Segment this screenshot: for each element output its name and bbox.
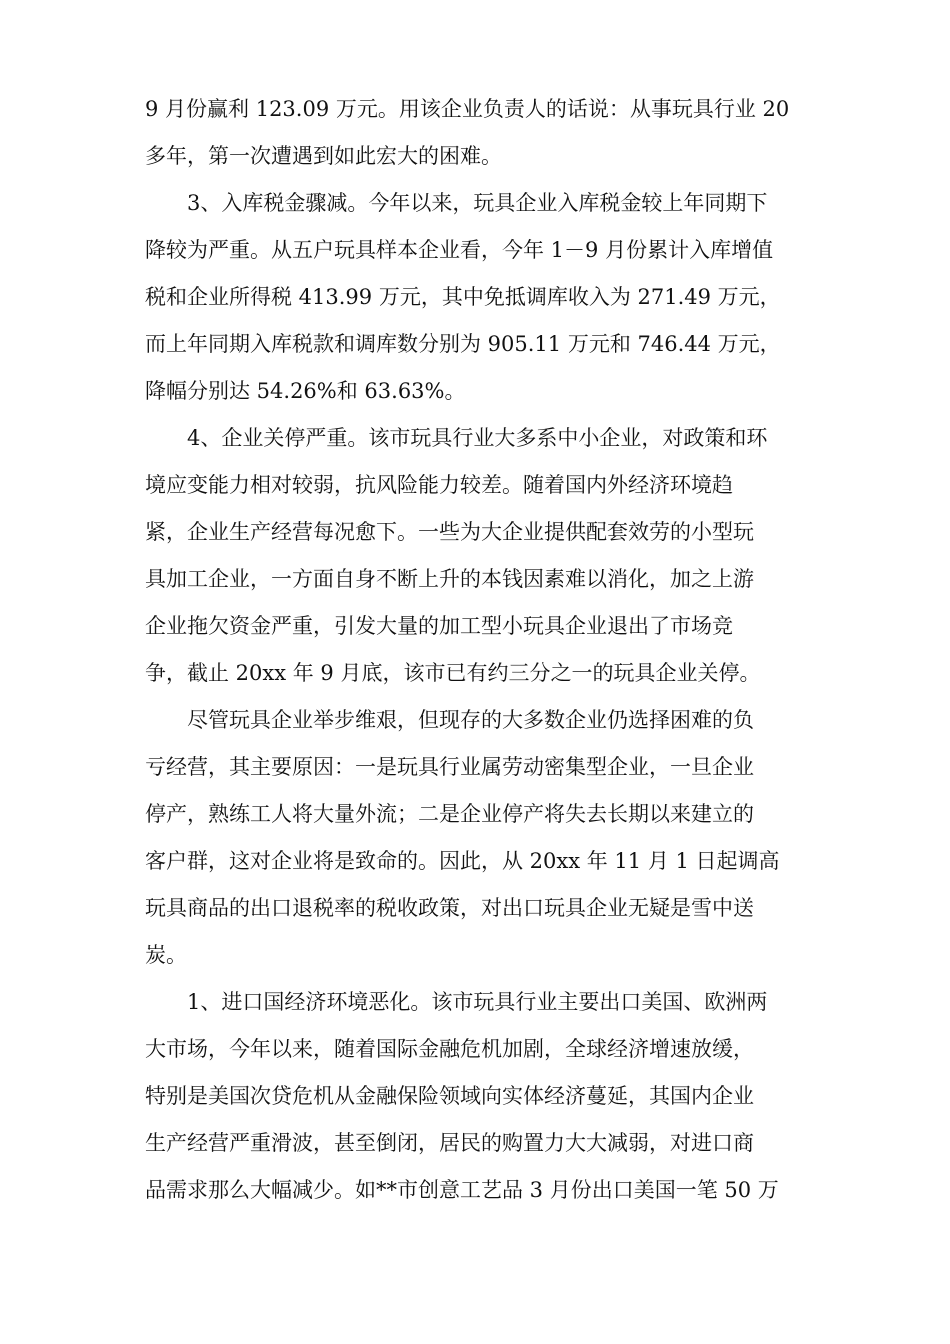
text-line: 3、入库税金骤减。今年以来，玩具企业入库税金较上年同期下 [187,191,768,215]
text-line: 9 月份赢利 123.09 万元。用该企业负责人的话说：从事玩具行业 20 [145,97,790,121]
text-line: 品需求那么大幅减少。如**市创意工艺品 3 月份出口美国一笔 50 万 [145,1178,779,1202]
text-line: 特别是美国次贷危机从金融保险领域向实体经济蔓延，其国内企业 [145,1084,754,1108]
text-line: 1、进口国经济环境恶化。该市玩具行业主要出口美国、欧洲两 [187,990,768,1014]
paragraph [145,415,810,697]
text-line: 企业拖欠资金严重，引发大量的加工型小玩具企业退出了市场竞 [145,614,733,638]
text-line: 停产，熟练工人将大量外流；二是企业停产将失去长期以来建立的 [145,802,754,826]
text-line: 境应变能力相对较弱，抗风险能力较差。随着国内外经济环境趋 [145,473,733,497]
text-line: 紧，企业生产经营每况愈下。一些为大企业提供配套效劳的小型玩 [145,520,754,544]
text-line: 大市场，今年以来，随着国际金融危机加剧，全球经济增速放缓， [145,1037,754,1061]
paragraph [145,979,810,1214]
text-line: 多年，第一次遭遇到如此宏大的困难。 [145,144,502,168]
text-line: 降较为严重。从五户玩具样本企业看，今年 1－9 月份累计入库增值 [145,238,774,262]
paragraph [145,180,810,415]
text-line: 尽管玩具企业举步维艰，但现存的大多数企业仍选择困难的负 [187,708,754,732]
text-line: 客户群，这对企业将是致命的。因此，从 20xx 年 11 月 1 日起调高 [145,849,780,873]
text-line: 争，截止 20xx 年 9 月底，该市已有约三分之一的玩具企业关停。 [145,661,761,685]
text-line: 4、企业关停严重。该市玩具行业大多系中小企业，对政策和环 [187,426,768,450]
text-line: 生产经营严重滑波，甚至倒闭，居民的购置力大大减弱，对进口商 [145,1131,754,1155]
paragraph [145,697,810,979]
text-line: 降幅分别达 54.26%和 63.63%。 [145,379,466,403]
text-line: 炭。 [145,943,187,967]
text-line: 亏经营，其主要原因：一是玩具行业属劳动密集型企业，一旦企业 [145,755,754,779]
text-line: 而上年同期入库税款和调库数分别为 905.11 万元和 746.44 万元， [145,332,781,356]
document-page [145,86,810,1214]
paragraph [145,86,810,180]
text-line: 具加工企业，一方面自身不断上升的本钱因素难以消化，加之上游 [145,567,754,591]
text-line: 税和企业所得税 413.99 万元，其中免抵调库收入为 271.49 万元， [145,285,781,309]
text-line: 玩具商品的出口退税率的税收政策，对出口玩具企业无疑是雪中送 [145,896,754,920]
